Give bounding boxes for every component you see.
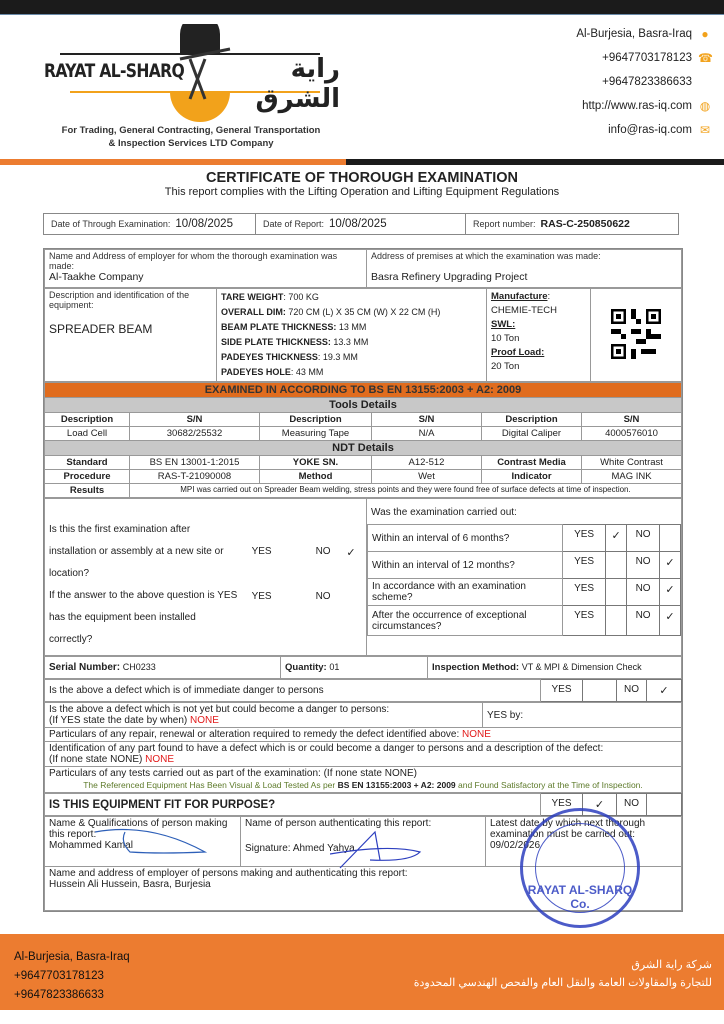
proof-load-value: 20 Ton xyxy=(491,361,520,372)
premises-address: Basra Refinery Upgrading Project xyxy=(371,271,528,283)
table-row: Results MPI was carried out on Spreader Beam welding, stress points and they were found free of surface defects at time of inspection. xyxy=(45,484,682,498)
check-icon[interactable]: ✓ xyxy=(583,794,617,816)
certificate-subtitle: This report complies with the Lifting Operation and Lifting Equipment Regulations xyxy=(164,186,560,198)
tools-title: Tools Details xyxy=(45,398,682,413)
contact-address: Al-Burjesia, Basra-Iraq xyxy=(576,28,692,40)
table-row: Procedure RAS-T-21090008 Method Wet Indicator MAG INK xyxy=(45,470,682,484)
yes-by-field[interactable]: YES by: xyxy=(483,703,682,728)
contact-phone-1[interactable]: +9647703178123 xyxy=(602,52,692,64)
globe-icon: ◍ xyxy=(699,99,711,113)
manufacturer: CHEMIE-TECH xyxy=(491,305,557,316)
date-bar: Date of Through Examination: 10/08/2025 Date of Report: 10/08/2025 Report number: RAS-C-250850622 xyxy=(43,213,679,235)
check-icon[interactable]: ✓ xyxy=(346,546,356,559)
report-employer: Hussein Ali Hussein, Basra, Burjesia xyxy=(49,879,211,890)
serial-table: Serial Number: CH0233 Quantity: 01 Inspection Method: VT & MPI & Dimension Check xyxy=(44,656,682,679)
questions-table: Is this the first examination after installation or assembly at a new site or location? YES NO ✓ If the answer to the above question is YES has the equipment been installed correctly? YES NO Was the examination carried out: Within an interval of 6 months? YES ✓ NO Within an interval of 12 months? YES NO ✓ In accordance with an examination scheme? YES NO ✓ After the occurrence of exceptional circumstances? YES NO ✓ xyxy=(44,498,682,656)
standard-banner: EXAMINED IN ACCORDING TO BS EN 13155:2003 + A2: 2009 xyxy=(45,383,682,398)
footer-phone-2[interactable]: +9647823386633 xyxy=(14,989,104,1001)
swl-value: 10 Ton xyxy=(491,333,520,344)
footer-company-ar: شركة راية الشرق xyxy=(631,959,712,971)
report-number: RAS-C-250850622 xyxy=(540,218,630,230)
footer xyxy=(0,934,724,1010)
contact-website[interactable]: http://www.ras-iq.com xyxy=(582,100,692,112)
equipment-name: SPREADER BEAM xyxy=(49,322,153,336)
report-date: 10/08/2025 xyxy=(329,218,387,230)
equipment-specs: TARE WEIGHT: 700 KG OVERALL DIM: 720 CM (L) X 35 CM (W) X 22 CM (H) BEAM PLATE THICKNESS: 13 MM SIDE PLATE THICKNESS: 13.3 MM PADEYES THICKNESS: 19.3 MM PADEYES HOLE: 43 MM xyxy=(217,289,487,382)
carried-out-label: Was the examination carried out: xyxy=(371,507,517,518)
check-icon[interactable]: ✓ xyxy=(647,680,682,702)
logo-english: RAYAT AL-SHARQ xyxy=(44,60,185,82)
table-row: Standard BS EN 13001-1:2015 YOKE SN. A12-512 Contrast Media White Contrast xyxy=(45,456,682,470)
certificate-title: CERTIFICATE OF THOROUGH EXAMINATION xyxy=(205,170,518,186)
fit-table: IS THIS EQUIPMENT FIT FOR PURPOSE? YES ✓ NO xyxy=(44,793,682,816)
tagline: For Trading, General Contracting, General Transportation & Inspection Services LTD Company xyxy=(61,125,321,149)
tools-table: EXAMINED IN ACCORDING TO BS EN 13155:2003 + A2: 2009 Tools Details Description S/N Description S/N Description S/N Load Cell 30682/25532 Measuring Tape N/A Digital Caliper 4000576010 NDT Details Standard BS EN 13001-1:2015 YOKE SN. A12-512 Contrast Media White Contrast Procedure RAS-T-21090008 Method Wet Indicator MAG INK Results MPI was carried out on Spreader Beam welding, stress points and they were found free of surface defects at time of inspection. xyxy=(44,382,682,498)
check-icon[interactable]: ✓ xyxy=(660,552,681,579)
ndt-results: MPI was carried out on Spreader Beam welding, stress points and they were found free of surface defects at time of inspection. xyxy=(130,484,682,498)
contact-phone-2[interactable]: +9647823386633 xyxy=(602,76,692,88)
serial-number: CH0233 xyxy=(122,662,156,672)
footer-phone-1[interactable]: +9647703178123 xyxy=(14,970,104,982)
top-bar xyxy=(0,0,724,15)
inspection-method: VT & MPI & Dimension Check xyxy=(521,662,642,672)
repair-value: NONE xyxy=(462,729,491,740)
report-maker: Mohammed Kamal xyxy=(49,840,133,851)
maker-signature-icon xyxy=(90,822,210,862)
next-exam-date: 09/02/2026 xyxy=(490,840,541,851)
ndt-title: NDT Details xyxy=(45,441,682,456)
authenticator-signature-icon xyxy=(330,830,430,870)
qr-code[interactable] xyxy=(591,289,682,382)
check-icon[interactable]: ✓ xyxy=(606,525,627,552)
contact-list xyxy=(576,22,712,142)
footer-tagline-ar: للتجارة والمقاولات العامة والنقل العام والفحص الهندسي المحدودة xyxy=(413,977,712,989)
contact-email[interactable]: info@ras-iq.com xyxy=(608,124,692,136)
quantity: 01 xyxy=(329,662,340,672)
fit-for-purpose-question: IS THIS EQUIPMENT FIT FOR PURPOSE? xyxy=(45,794,541,816)
exam-date: 10/08/2025 xyxy=(175,218,233,230)
envelope-icon: ✉ xyxy=(699,123,711,137)
authenticator-signature: Signature: Ahmed Yahya xyxy=(245,843,355,854)
employer-name: Al-Taakhe Company xyxy=(49,271,144,283)
defect-identification-value: NONE xyxy=(145,754,175,765)
table-row: Load Cell 30682/25532 Measuring Tape N/A Digital Caliper 4000576010 xyxy=(45,427,682,441)
first-exam-question: Is this the first examination after installation or assembly at a new site or location? xyxy=(49,524,224,579)
future-danger-value: NONE xyxy=(190,715,219,726)
company-logo xyxy=(40,24,340,124)
manufacture-info: Manufacture: CHEMIE-TECH SWL: 10 Ton Proof Load: 20 Ton xyxy=(487,289,591,382)
installed-correctly-answer: YES NO xyxy=(251,591,331,602)
installed-correctly-question: If the answer to the above question is YES has the equipment been installed correctly? xyxy=(49,590,238,645)
employer-table: Name and Address of employer for whom the thorough examination was made: Al-Taakhe Company Address of premises at which the examination was made: Basra Refinery Upgrading Project xyxy=(44,249,682,288)
check-icon[interactable]: ✓ xyxy=(660,606,681,636)
check-icon[interactable]: ✓ xyxy=(660,579,681,606)
qr-code-icon xyxy=(611,309,661,359)
location-pin-icon: ● xyxy=(701,27,709,41)
header-divider xyxy=(0,159,724,165)
immediate-danger-question: Is the above a defect which is of immediate danger to persons xyxy=(45,680,541,702)
phone-icon: ☎ xyxy=(698,51,713,65)
certificate-body: Name and Address of employer for whom the thorough examination was made: Al-Taakhe Company Address of premises at which the examination was made: Basra Refinery Upgrading Project Description and identification of the equipment: SPREADER BEAM TARE WEIGHT: 700 KG OVERALL DIM: 720 CM (L) X 35 CM (W) X 22 CM (H) BEAM PLATE THICKNESS: 13 MM SIDE PLATE THICKNESS: 13.3 MM PADEYES THICKNESS: 19.3 MM PADEYES HOLE: 43 MM Manufacture: CHEMIE-TECH SWL: 10 Ton Proof Load: 20 Ton EXAMINED IN ACCORDING TO BS EN 13155:2003 + A2: 2009 Tools Details Description S/N Description S/N Description S/N Load Cell 30682/25532 Measuring Tape N/A Digital Caliper 4000576010 NDT Details Standard BS EN 13001-1:2015 YOKE SN. A12-512 Contrast Media White Contrast Procedure RAS-T-21090008 Method Wet Indicator MAG INK Results MPI was carried out on Spreader Beam welding, stress points and they were found free of surface defects at time of inspection. Is this the first examination after installation or assembly at a new site or location? YES NO ✓ If the answer to the above question is YES has the equipment been installed correctly? YES NO Was the examination carried out: Within an interval of 6 months? YES ✓ NO Within an interval of 12 months? YES NO ✓ In accordance with an examination scheme? YES NO ✓ After the occurrence of exceptional circumstances? YES NO ✓ Serial Number: CH0233 Quantity: 01 Inspection Method: VT & MPI & Dimension Check Is the above a defect which is of immediate danger to persons YES NO ✓ Is the above a defect which is not yet but could become a danger to persons: (If YES state the date by when) NONE YES by: Particulars of any repair, renewal or alteration required to remedy the defect identified above: NONE Identification of any part found to have a defect which is or could become a danger to persons and a description of the defect: (If none state NONE) NONE Particulars of any tests carried out as part of the examination: (If none state NONE) The Referenced Equipment Has Been Visual & Load Tested As per BS EN 13155:2003 + A2: 2009 and Found Satisfactory at the Time of Inspection. IS THIS EQUIPMENT FIT FOR PURPOSE? YES ✓ NO Name & Qualifications of person making this report: Mohammed Kamal Name of person authenticating this report: Signature: Ahmed Yahya Latest date by which next thorough examination must be carried out: 09/02/2026 Name and address of employer of persons making and authenticating this report: Hussein Ali Hussein, Basra, Burjesia xyxy=(43,248,683,912)
equipment-table: Description and identification of the equipment: SPREADER BEAM TARE WEIGHT: 700 KG OVERALL DIM: 720 CM (L) X 35 CM (W) X 22 CM (H) BEAM PLATE THICKNESS: 13 MM SIDE PLATE THICKNESS: 13.3 MM PADEYES THICKNESS: 19.3 MM PADEYES HOLE: 43 MM Manufacture: CHEMIE-TECH SWL: 10 Ton Proof Load: 20 Ton xyxy=(44,288,682,382)
company-stamp: RAYAT AL-SHARQ Co. xyxy=(520,808,640,928)
defects-table: Is the above a defect which is of immediate danger to persons YES NO ✓ xyxy=(44,679,682,702)
first-exam-answer: YES NO ✓ xyxy=(239,542,362,563)
footer-address: Al-Burjesia, Basra-Iraq xyxy=(14,951,130,963)
tests-result: The Referenced Equipment Has Been Visual & Load Tested As per BS EN 13155:2003 + A2: 2009 and Found Satisfactory at the Time of Inspection. xyxy=(83,780,643,790)
logo-arabic: راية الشرق xyxy=(255,54,340,114)
